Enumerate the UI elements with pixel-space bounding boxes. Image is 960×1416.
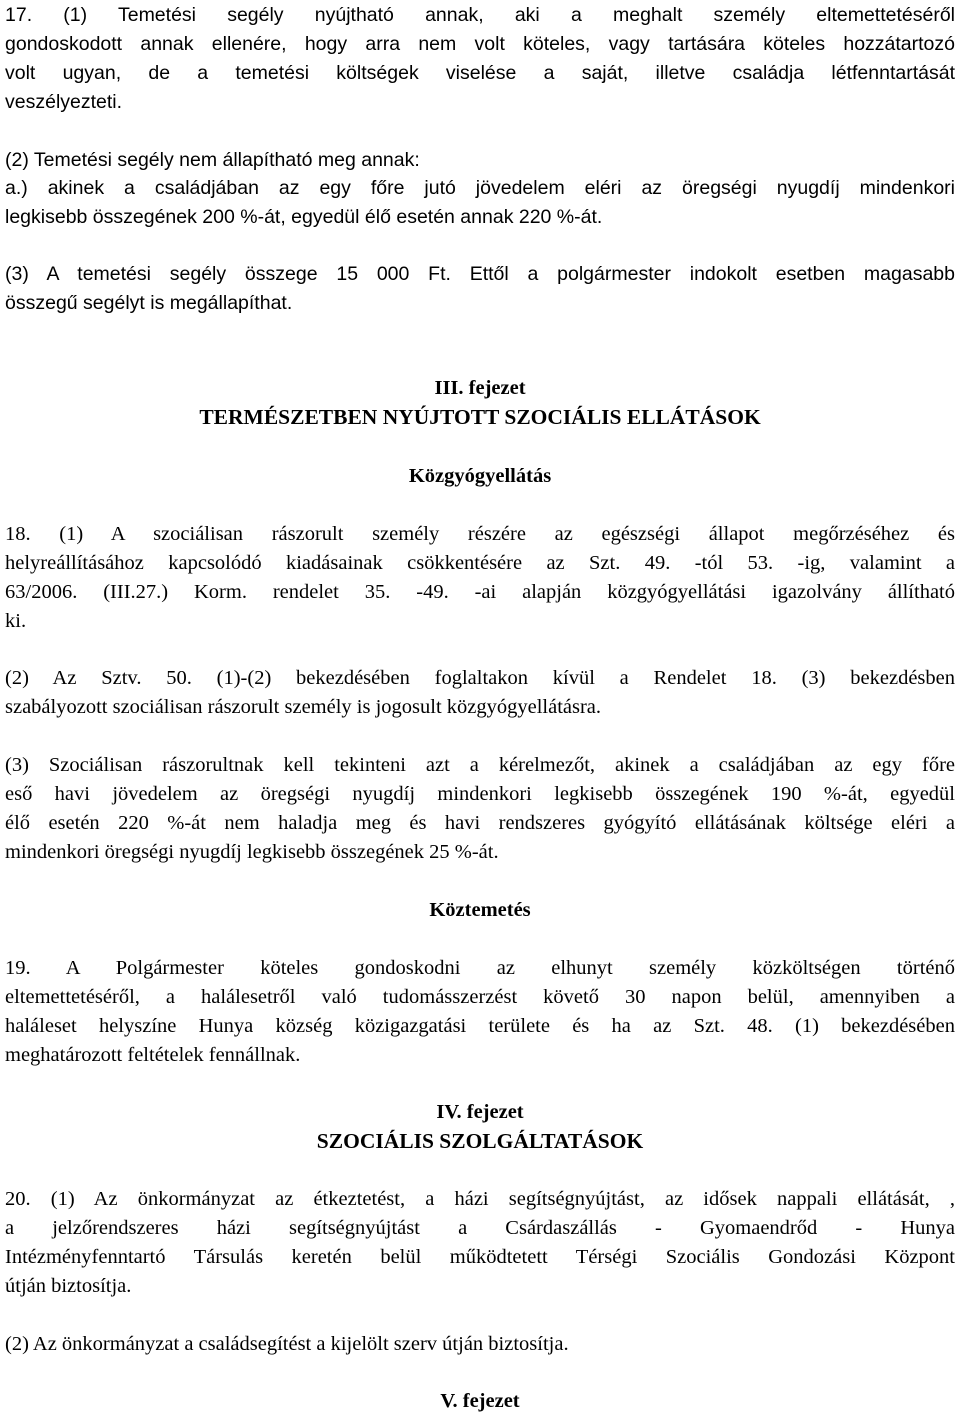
section-17-paragraph-3-line: összegű segélyt is megállapíthat. xyxy=(5,292,293,314)
section-20-line: Intézményfenntartó Társulás keretén belül működtetett Térségi Szociális Gondozási Központ xyxy=(5,1246,955,1268)
chapter-4-title: SZOCIÁLIS SZOLGÁLTATÁSOK xyxy=(316,1129,644,1153)
section-17-line: 17. (1) Temetési segély nyújtható annak, aki a meghalt személy eltemettetéséről xyxy=(5,4,955,26)
section-20-line: útján biztosítja. xyxy=(5,1275,132,1297)
section-20-line: 20. (1) Az önkormányzat az étkeztetést, a házi segítségnyújtást, az idősek nappali ellátását, , xyxy=(5,1188,955,1210)
section-18-paragraph-3-line: eső havi jövedelem az öregségi nyugdíj mindenkori legkisebb összegének 190 %-át, egyedül xyxy=(5,783,955,805)
section-18-line: helyreállításához kapcsolódó kiadásainak csökkentésére az Szt. 49. -tól 53. -ig, valamint a xyxy=(5,552,955,574)
section-17-point-a-line: legkisebb összegének 200 %-át, egyedül élő esetén annak 220 %-át. xyxy=(5,206,603,228)
koztemetes-heading: Köztemetés xyxy=(429,899,531,921)
section-18-paragraph-3-line: (3) Szociálisan rászorultnak kell tekinteni azt a kérelmezőt, akinek a családjában az egy főre xyxy=(5,754,955,776)
chapter-5-number: V. fejezet xyxy=(440,1390,520,1412)
chapter-3-number: III. fejezet xyxy=(434,377,526,399)
section-17-line: veszélyezteti. xyxy=(5,91,123,113)
section-18-paragraph-2-line: szabályozott szociálisan rászorult személy is jogosult közgyógyellátásra. xyxy=(5,696,602,718)
section-19-line: 19. A Polgármester köteles gondoskodni az elhunyt személy közköltségen történő xyxy=(5,957,955,979)
section-18-line: 18. (1) A szociálisan rászorult személy részére az egészségi állapot megőrzéséhez és xyxy=(5,523,955,545)
section-17-line: gondoskodott annak ellenére, hogy arra nem volt köteles, vagy tartására köteles hozzátartozó xyxy=(5,33,955,55)
chapter-3-title: TERMÉSZETBEN NYÚJTOTT SZOCIÁLIS ELLÁTÁSOK xyxy=(199,405,761,429)
section-19-line: haláleset helyszíne Hunya község közigazgatási területe és ha az Szt. 48. (1) bekezdésében xyxy=(5,1015,955,1037)
section-18-paragraph-3-line: mindenkori öregségi nyugdíj legkisebb összegének 25 %-át. xyxy=(5,841,499,863)
section-20-paragraph-2: (2) Az önkormányzat a családsegítést a kijelölt szerv útján biztosítja. xyxy=(5,1333,569,1355)
kozgyogyellatas-heading: Közgyógyellátás xyxy=(408,465,552,487)
section-17-point-a-line: a.) akinek a családjában az egy főre jutó jövedelem eléri az öregségi nyugdíj mindenkori xyxy=(5,177,955,199)
section-18-paragraph-2-line: (2) Az Sztv. 50. (1)-(2) bekezdésében foglaltakon kívül a Rendelet 18. (3) bekezdésben xyxy=(5,667,955,689)
section-17-line: volt ugyan, de a temetési költségek viselése a saját, illetve családja létfenntartását xyxy=(5,62,955,84)
section-17-paragraph-2: (2) Temetési segély nem állapítható meg annak: xyxy=(5,149,420,171)
section-17-paragraph-3-line: (3) A temetési segély összege 15 000 Ft. Ettől a polgármester indokolt esetben magasabb xyxy=(5,263,955,285)
section-19-line: meghatározott feltételek fennállnak. xyxy=(5,1044,301,1066)
chapter-4-number: IV. fejezet xyxy=(436,1101,524,1123)
section-18-line: ki. xyxy=(5,610,27,632)
section-19-line: eltemettetéséről, a halálesetről való tudomásszerzést követő 30 napon belül, amennyiben a xyxy=(5,986,955,1008)
section-18-line: 63/2006. (III.27.) Korm. rendelet 35. -49. -ai alapján közgyógyellátási igazolvány állítható xyxy=(5,581,955,603)
section-20-line: a jelzőrendszeres házi segítségnyújtást a Csárdaszállás - Gyomaendrőd - Hunya xyxy=(5,1217,955,1239)
section-18-paragraph-3-line: élő esetén 220 %-át nem haladja meg és havi rendszeres gyógyító ellátásának költsége eléri a xyxy=(5,812,955,834)
